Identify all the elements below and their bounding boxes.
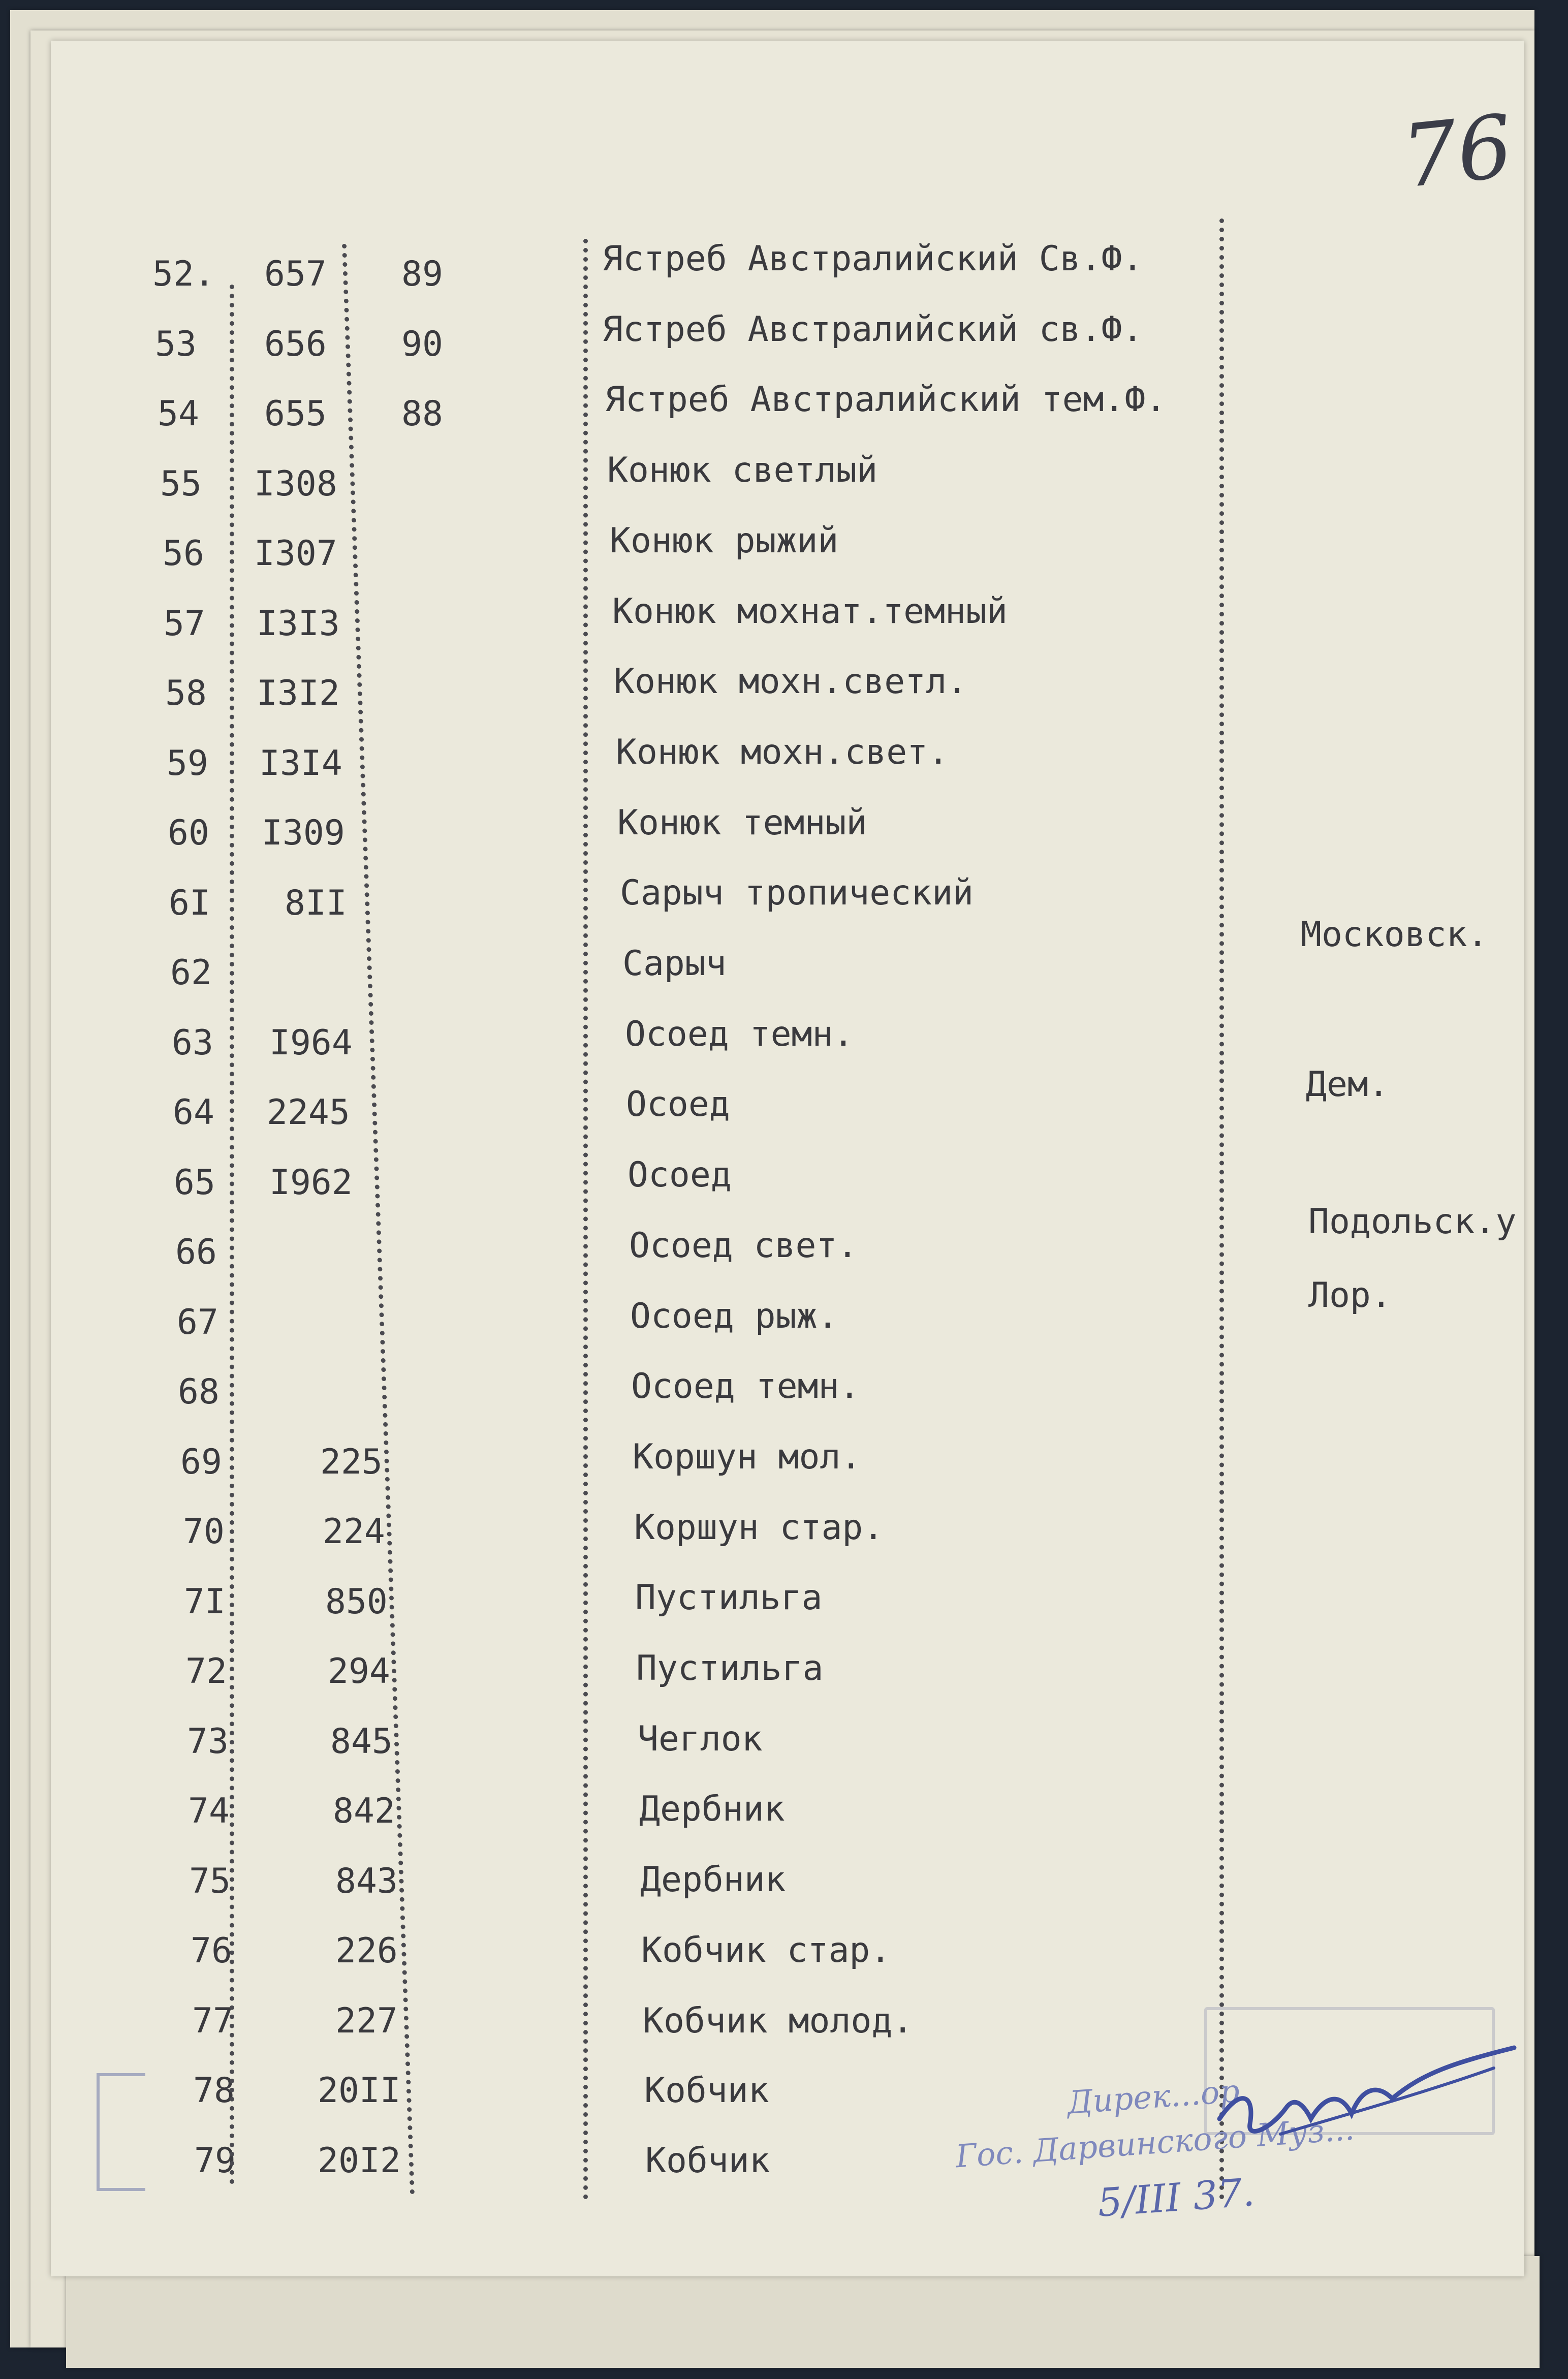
species-name: Конюк темный bbox=[617, 802, 867, 843]
species-name: Ястреб Австралийский тем.Ф. bbox=[605, 380, 1167, 420]
row-number: 64 bbox=[173, 1092, 214, 1133]
row-number: 58 bbox=[165, 673, 207, 713]
stamp-date: 5/III 37. bbox=[1096, 2169, 1256, 2226]
species-name: Конюк светлый bbox=[607, 450, 878, 491]
catalog-number: 2245 bbox=[267, 1092, 350, 1133]
row-number: 72 bbox=[185, 1651, 227, 1692]
catalog-number: 657 bbox=[264, 254, 327, 294]
species-name: Осоед темн. bbox=[631, 1366, 860, 1407]
row-number: 65 bbox=[174, 1162, 215, 1203]
catalog-number: 842 bbox=[333, 1791, 395, 1831]
catalog-number: I3I2 bbox=[257, 673, 340, 713]
catalog-number: I308 bbox=[254, 463, 337, 504]
row-number: 75 bbox=[189, 1861, 231, 1901]
species-name: Пустильга bbox=[636, 1648, 824, 1688]
row-number: 68 bbox=[178, 1372, 219, 1412]
signature bbox=[1209, 2032, 1524, 2165]
director-stamp-line2: Гос. Дарвинского Муз... bbox=[954, 2110, 1356, 2175]
species-name: Осоед bbox=[628, 1155, 732, 1196]
species-name: Осоед bbox=[626, 1084, 730, 1125]
species-name: Кобчик стар. bbox=[641, 1930, 891, 1970]
row-number: 79 bbox=[194, 2140, 236, 2181]
row-number: 69 bbox=[180, 1442, 222, 1482]
species-name: Кобчик bbox=[644, 2071, 769, 2111]
species-name: Дербник bbox=[640, 1860, 786, 1900]
margin-note: Лор. bbox=[1308, 1275, 1392, 1316]
species-name: Конюк рыжий bbox=[610, 520, 839, 561]
species-name: Коршун мол. bbox=[633, 1436, 862, 1477]
row-number: 60 bbox=[168, 813, 209, 853]
catalog-number: I962 bbox=[269, 1162, 353, 1203]
species-name: Кобчик bbox=[645, 2140, 770, 2181]
row-number: 52. bbox=[152, 254, 215, 294]
catalog-number: 656 bbox=[264, 324, 327, 364]
row-number: 7I bbox=[184, 1581, 226, 1622]
row-number: 70 bbox=[183, 1512, 225, 1552]
catalog-number: I964 bbox=[269, 1022, 353, 1063]
row-number: 57 bbox=[164, 603, 205, 644]
species-name: Коршун стар. bbox=[634, 1507, 884, 1548]
species-name: Ястреб Австралийский св.Ф. bbox=[602, 309, 1143, 350]
catalog-number: 843 bbox=[335, 1861, 398, 1901]
row-number: 63 bbox=[172, 1022, 213, 1063]
species-name: Конюк мохн.свет. bbox=[616, 732, 949, 772]
column-separator bbox=[1219, 218, 1224, 2200]
catalog-number: 226 bbox=[335, 1931, 398, 1971]
alt-number: 89 bbox=[401, 254, 443, 294]
catalog-number: 224 bbox=[323, 1512, 385, 1552]
row-number: 6I bbox=[169, 883, 210, 923]
row-number: 66 bbox=[175, 1232, 217, 1272]
alt-number: 88 bbox=[401, 394, 443, 434]
catalog-number: 225 bbox=[320, 1442, 383, 1482]
row-number: 55 bbox=[160, 463, 202, 504]
catalog-number: 850 bbox=[325, 1581, 388, 1622]
alt-number: 90 bbox=[401, 324, 443, 364]
left-stamp-fragment bbox=[97, 2073, 145, 2191]
margin-note: Дем. bbox=[1306, 1065, 1389, 1105]
row-number: 73 bbox=[187, 1721, 229, 1762]
row-number: 59 bbox=[167, 743, 208, 784]
column-separator bbox=[230, 285, 234, 2185]
catalog-number: 227 bbox=[335, 2000, 398, 2041]
species-name: Конюк мохн.светл. bbox=[614, 662, 967, 702]
species-name: Осоед свет. bbox=[629, 1225, 858, 1266]
margin-note: Московск. bbox=[1301, 915, 1488, 955]
director-stamp-line1: Дирек...ор bbox=[1065, 2072, 1241, 2121]
row-number: 53 bbox=[155, 324, 197, 364]
catalog-number: 20II bbox=[318, 2071, 401, 2111]
row-number: 56 bbox=[163, 534, 204, 574]
species-name: Сарыч тропический bbox=[620, 873, 974, 914]
species-name: Конюк мохнат.темный bbox=[612, 591, 1008, 632]
row-number: 78 bbox=[193, 2071, 235, 2111]
catalog-number: I309 bbox=[262, 813, 345, 853]
catalog-number: I307 bbox=[254, 534, 337, 574]
catalog-number: 845 bbox=[330, 1721, 393, 1762]
species-name: Осоед рыж. bbox=[630, 1296, 838, 1336]
catalog-number: 655 bbox=[264, 394, 327, 434]
row-number: 77 bbox=[192, 2000, 234, 2041]
catalog-number: 294 bbox=[328, 1651, 390, 1692]
row-number: 62 bbox=[170, 953, 212, 993]
species-name: Чеглок bbox=[638, 1718, 763, 1759]
catalog-number: I3I4 bbox=[259, 743, 342, 784]
species-name: Кобчик молод. bbox=[643, 2000, 914, 2041]
species-name: Ястреб Австралийский Св.Ф. bbox=[602, 239, 1143, 279]
catalog-number: 8II bbox=[285, 883, 347, 923]
species-name: Сарыч bbox=[622, 944, 727, 984]
margin-note: Подольск.у bbox=[1308, 1202, 1517, 1242]
catalog-number: 20I2 bbox=[318, 2140, 401, 2181]
row-number: 67 bbox=[177, 1302, 218, 1342]
species-name: Осоед темн. bbox=[625, 1014, 854, 1054]
catalog-number: I3I3 bbox=[257, 603, 340, 644]
row-number: 74 bbox=[188, 1791, 230, 1831]
row-number: 76 bbox=[191, 1931, 232, 1971]
species-name: Дербник bbox=[639, 1789, 785, 1830]
page-number-handwritten: 76 bbox=[1397, 96, 1518, 208]
row-number: 54 bbox=[158, 394, 199, 434]
species-name: Пустильга bbox=[635, 1578, 823, 1618]
column-separator bbox=[583, 239, 588, 2200]
